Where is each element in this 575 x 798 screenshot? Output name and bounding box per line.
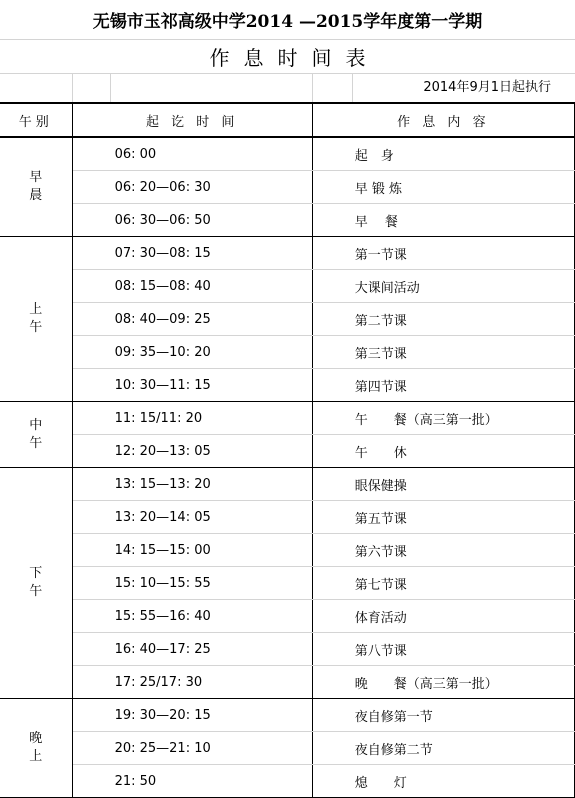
time-cell: 08: 15—08: 40 xyxy=(72,270,312,303)
document-title: 无锡市玉祁高级中学2014 —2015学年度第一学期 xyxy=(0,0,575,40)
activity-cell: 第三节课 xyxy=(312,336,574,369)
activity-cell: 早 餐 xyxy=(312,204,574,237)
activity-cell: 晚 餐（高三第一批） xyxy=(312,666,574,699)
time-cell: 21: 50 xyxy=(72,765,312,798)
time-cell: 13: 20—14: 05 xyxy=(72,501,312,534)
table-row xyxy=(0,600,575,633)
table-row xyxy=(0,567,575,600)
table-row xyxy=(0,369,575,402)
table-header-row xyxy=(0,103,575,137)
time-cell: 10: 30—11: 15 xyxy=(72,369,312,402)
table-row xyxy=(0,666,575,699)
table-row xyxy=(0,468,575,501)
activity-cell: 第五节课 xyxy=(312,501,574,534)
time-cell: 13: 15—13: 20 xyxy=(72,468,312,501)
time-cell: 06: 00 xyxy=(72,137,312,171)
table-row xyxy=(0,402,575,435)
table-row xyxy=(0,435,575,468)
table-row xyxy=(0,137,575,171)
activity-cell: 第七节课 xyxy=(312,567,574,600)
time-cell: 06: 30—06: 50 xyxy=(72,204,312,237)
table-row xyxy=(0,699,575,732)
table-row xyxy=(0,633,575,666)
time-cell: 15: 55—16: 40 xyxy=(72,600,312,633)
column-header-time: 起 讫 时 间 xyxy=(72,103,312,137)
period-cell: 下 午 xyxy=(0,468,72,699)
effective-date: 2014年9月1日起执行 xyxy=(423,80,551,95)
period-cell: 早 晨 xyxy=(0,137,72,237)
time-cell: 20: 25—21: 10 xyxy=(72,732,312,765)
schedule-table xyxy=(0,102,575,798)
document-subtitle: 作息时间表 xyxy=(0,40,575,74)
time-cell: 12: 20—13: 05 xyxy=(72,435,312,468)
activity-cell: 夜自修第一节 xyxy=(312,699,574,732)
time-cell: 14: 15—15: 00 xyxy=(72,534,312,567)
time-cell: 19: 30—20: 15 xyxy=(72,699,312,732)
table-row xyxy=(0,501,575,534)
period-cell: 中 午 xyxy=(0,402,72,468)
table-row xyxy=(0,204,575,237)
column-header-activity: 作 息 内 容 xyxy=(312,103,574,137)
activity-cell: 大课间活动 xyxy=(312,270,574,303)
activity-cell: 早 锻 炼 xyxy=(312,171,574,204)
time-cell: 17: 25/17: 30 xyxy=(72,666,312,699)
time-cell: 16: 40—17: 25 xyxy=(72,633,312,666)
activity-cell: 午 餐（高三第一批） xyxy=(312,402,574,435)
activity-cell: 午 休 xyxy=(312,435,574,468)
time-cell: 07: 30—08: 15 xyxy=(72,237,312,270)
activity-cell: 熄 灯 xyxy=(312,765,574,798)
table-row xyxy=(0,534,575,567)
activity-cell: 起 身 xyxy=(312,137,574,171)
activity-cell: 第四节课 xyxy=(312,369,574,402)
activity-cell: 眼保健操 xyxy=(312,468,574,501)
time-cell: 09: 35—10: 20 xyxy=(72,336,312,369)
table-row xyxy=(0,732,575,765)
period-cell: 晚 上 xyxy=(0,699,72,798)
schedule-body xyxy=(0,137,575,798)
period-cell: 上 午 xyxy=(0,237,72,402)
time-cell: 15: 10—15: 55 xyxy=(72,567,312,600)
activity-cell: 第二节课 xyxy=(312,303,574,336)
time-cell: 06: 20—06: 30 xyxy=(72,171,312,204)
activity-cell: 第六节课 xyxy=(312,534,574,567)
table-row xyxy=(0,336,575,369)
activity-cell: 第一节课 xyxy=(312,237,574,270)
activity-cell: 第八节课 xyxy=(312,633,574,666)
activity-cell: 体育活动 xyxy=(312,600,574,633)
activity-cell: 夜自修第二节 xyxy=(312,732,574,765)
table-row xyxy=(0,270,575,303)
column-header-period: 午别 xyxy=(0,103,72,137)
date-row xyxy=(0,74,575,102)
time-cell: 08: 40—09: 25 xyxy=(72,303,312,336)
table-row xyxy=(0,171,575,204)
time-cell: 11: 15/11: 20 xyxy=(72,402,312,435)
table-row xyxy=(0,303,575,336)
table-row xyxy=(0,237,575,270)
table-row xyxy=(0,765,575,798)
